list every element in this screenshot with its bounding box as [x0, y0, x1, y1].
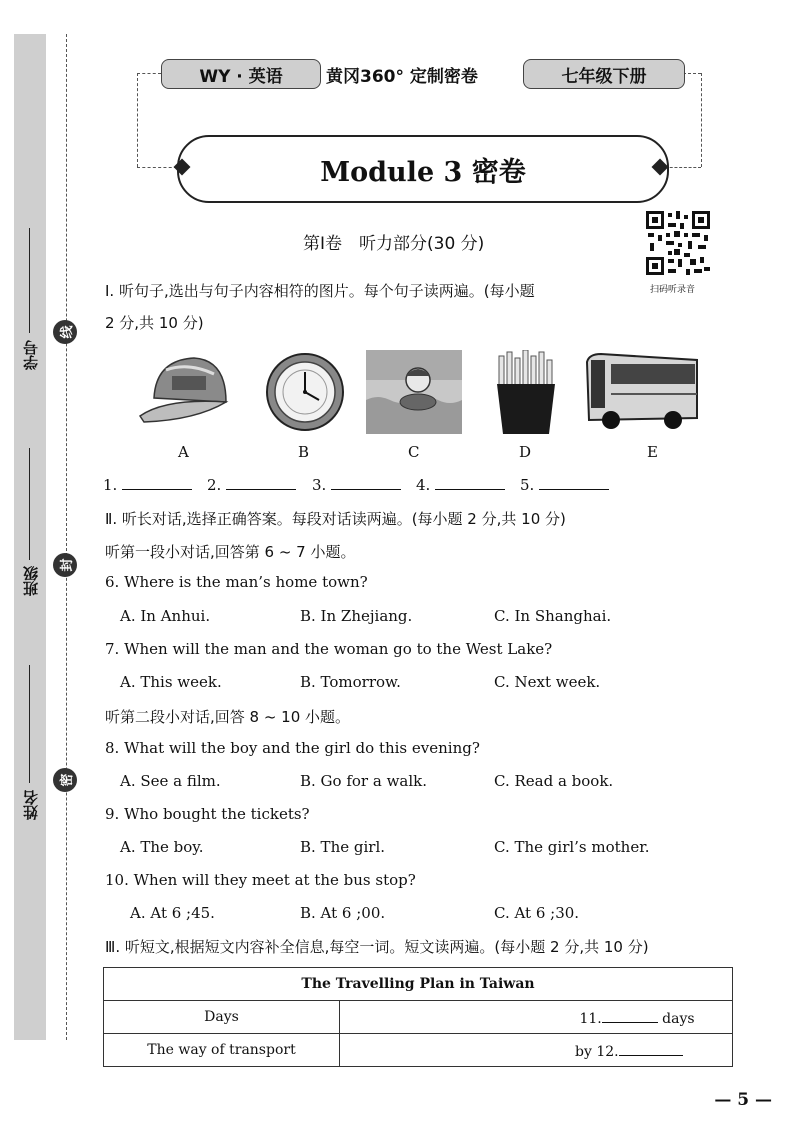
q9-option-c[interactable]: C. The girl’s mother. [494, 838, 650, 856]
page-title: Module 3 密卷 [177, 135, 669, 203]
picture-swimming [366, 350, 462, 434]
subject-badge: WY · 英语 [161, 59, 321, 89]
q7-option-c[interactable]: C. Next week. [494, 673, 601, 691]
header-dash-left [137, 73, 161, 74]
answer-blank[interactable] [122, 475, 192, 490]
picture-label-d: D [519, 443, 532, 461]
answer-number: 2. [207, 476, 222, 494]
name-label: 姓名 [22, 790, 40, 820]
answer-3 [312, 475, 401, 494]
seal-dense-mark: 密 [53, 768, 77, 792]
qr-caption: 扫码听录音 [650, 285, 696, 295]
row-prefix: by [575, 1043, 592, 1060]
row-suffix: days [662, 1010, 695, 1027]
row-label: The way of transport [104, 1034, 340, 1067]
question-9: 9. Who bought the tickets? [105, 805, 310, 823]
header-dash-right [683, 73, 701, 74]
picture-bus [581, 350, 701, 434]
answer-blank-12[interactable] [619, 1041, 683, 1056]
q9-option-a[interactable]: A. The boy. [120, 838, 204, 856]
answer-number: 1. [103, 476, 118, 494]
seal-seal-mark: 封 [53, 553, 77, 577]
answer-blank-11[interactable] [602, 1008, 658, 1023]
picture-fries [491, 350, 561, 434]
row-label: Days [104, 1001, 340, 1034]
picture-cap [136, 350, 232, 434]
q10-option-a[interactable]: A. At 6 ;45. [130, 904, 215, 922]
title-dash-right [665, 167, 701, 168]
dialog1-intro: 听第一段小对话,回答第 6 ~ 7 小题。 [105, 543, 356, 561]
answer-number: 3. [312, 476, 327, 494]
q8-option-b[interactable]: B. Go for a walk. [300, 772, 428, 790]
blank-number: 11. [579, 1010, 602, 1027]
question-8: 8. What will the boy and the girl do this evening? [105, 739, 480, 757]
q6-option-a[interactable]: A. In Anhui. [120, 607, 211, 625]
seal-line-mark: 线 [53, 320, 77, 344]
answer-number: 5. [520, 476, 535, 494]
blank-number: 12. [596, 1043, 619, 1060]
grade-badge: 七年级下册 [523, 59, 685, 89]
header-dash-right-vertical [701, 73, 702, 167]
answer-4 [416, 475, 505, 494]
answer-1 [103, 475, 192, 494]
q6-option-b[interactable]: B. In Zhejiang. [300, 607, 413, 625]
page-number: — 5 — [714, 1090, 772, 1110]
series-title: 黄冈360° 定制密卷 [326, 67, 478, 87]
question-7: 7. When will the man and the woman go to the West Lake? [105, 640, 553, 658]
part1-heading-line1: Ⅰ. 听句子,选出与句子内容相符的图片。每个句子读两遍。(每小题 [105, 282, 535, 300]
answer-blank[interactable] [331, 475, 401, 490]
part1-heading-line2: 2 分,共 10 分) [105, 314, 204, 332]
table-title-row [104, 968, 733, 1001]
row-answer [340, 1034, 733, 1067]
answer-blank[interactable] [435, 475, 505, 490]
binding-cut-line [66, 34, 67, 1040]
picture-label-b: B [298, 443, 310, 461]
picture-label-a: A [178, 443, 189, 461]
q7-option-a[interactable]: A. This week. [120, 673, 222, 691]
table-row [104, 1001, 733, 1034]
answer-5 [520, 475, 609, 494]
binding-margin-strip [14, 34, 46, 1040]
question-10: 10. When will they meet at the bus stop? [105, 871, 416, 889]
name-field[interactable] [29, 665, 30, 783]
student-no-label: 学号 [22, 340, 40, 370]
answer-blank[interactable] [226, 475, 296, 490]
student-no-field[interactable] [29, 228, 30, 333]
travel-plan-table [103, 967, 733, 1067]
table-title: The Travelling Plan in Taiwan [104, 968, 733, 1001]
answer-blank[interactable] [539, 475, 609, 490]
header-dash-left-vertical [137, 73, 138, 167]
q7-option-b[interactable]: B. Tomorrow. [300, 673, 401, 691]
title-dash-left [137, 167, 177, 168]
question-6: 6. Where is the man’s home town? [105, 573, 368, 591]
part2-heading: Ⅱ. 听长对话,选择正确答案。每段对话读两遍。(每小题 2 分,共 10 分) [105, 510, 566, 528]
section-title: 第Ⅰ卷 听力部分(30 分) [303, 234, 485, 254]
class-label: 班级 [22, 566, 40, 596]
q10-option-b[interactable]: B. At 6 ;00. [300, 904, 386, 922]
picture-label-e: E [647, 443, 658, 461]
dialog2-intro: 听第二段小对话,回答 8 ~ 10 小题。 [105, 708, 351, 726]
row-answer [340, 1001, 733, 1034]
part3-heading: Ⅲ. 听短文,根据短文内容补全信息,每空一词。短文读两遍。(每小题 2 分,共 10 分) [105, 938, 649, 956]
picture-label-c: C [408, 443, 420, 461]
q8-option-c[interactable]: C. Read a book. [494, 772, 614, 790]
picture-clock [265, 350, 345, 434]
q8-option-a[interactable]: A. See a film. [120, 772, 221, 790]
qr-code[interactable] [646, 211, 710, 275]
class-field[interactable] [29, 448, 30, 560]
answer-number: 4. [416, 476, 431, 494]
q6-option-c[interactable]: C. In Shanghai. [494, 607, 612, 625]
q9-option-b[interactable]: B. The girl. [300, 838, 386, 856]
answer-2 [207, 475, 296, 494]
q10-option-c[interactable]: C. At 6 ;30. [494, 904, 580, 922]
table-row [104, 1034, 733, 1067]
